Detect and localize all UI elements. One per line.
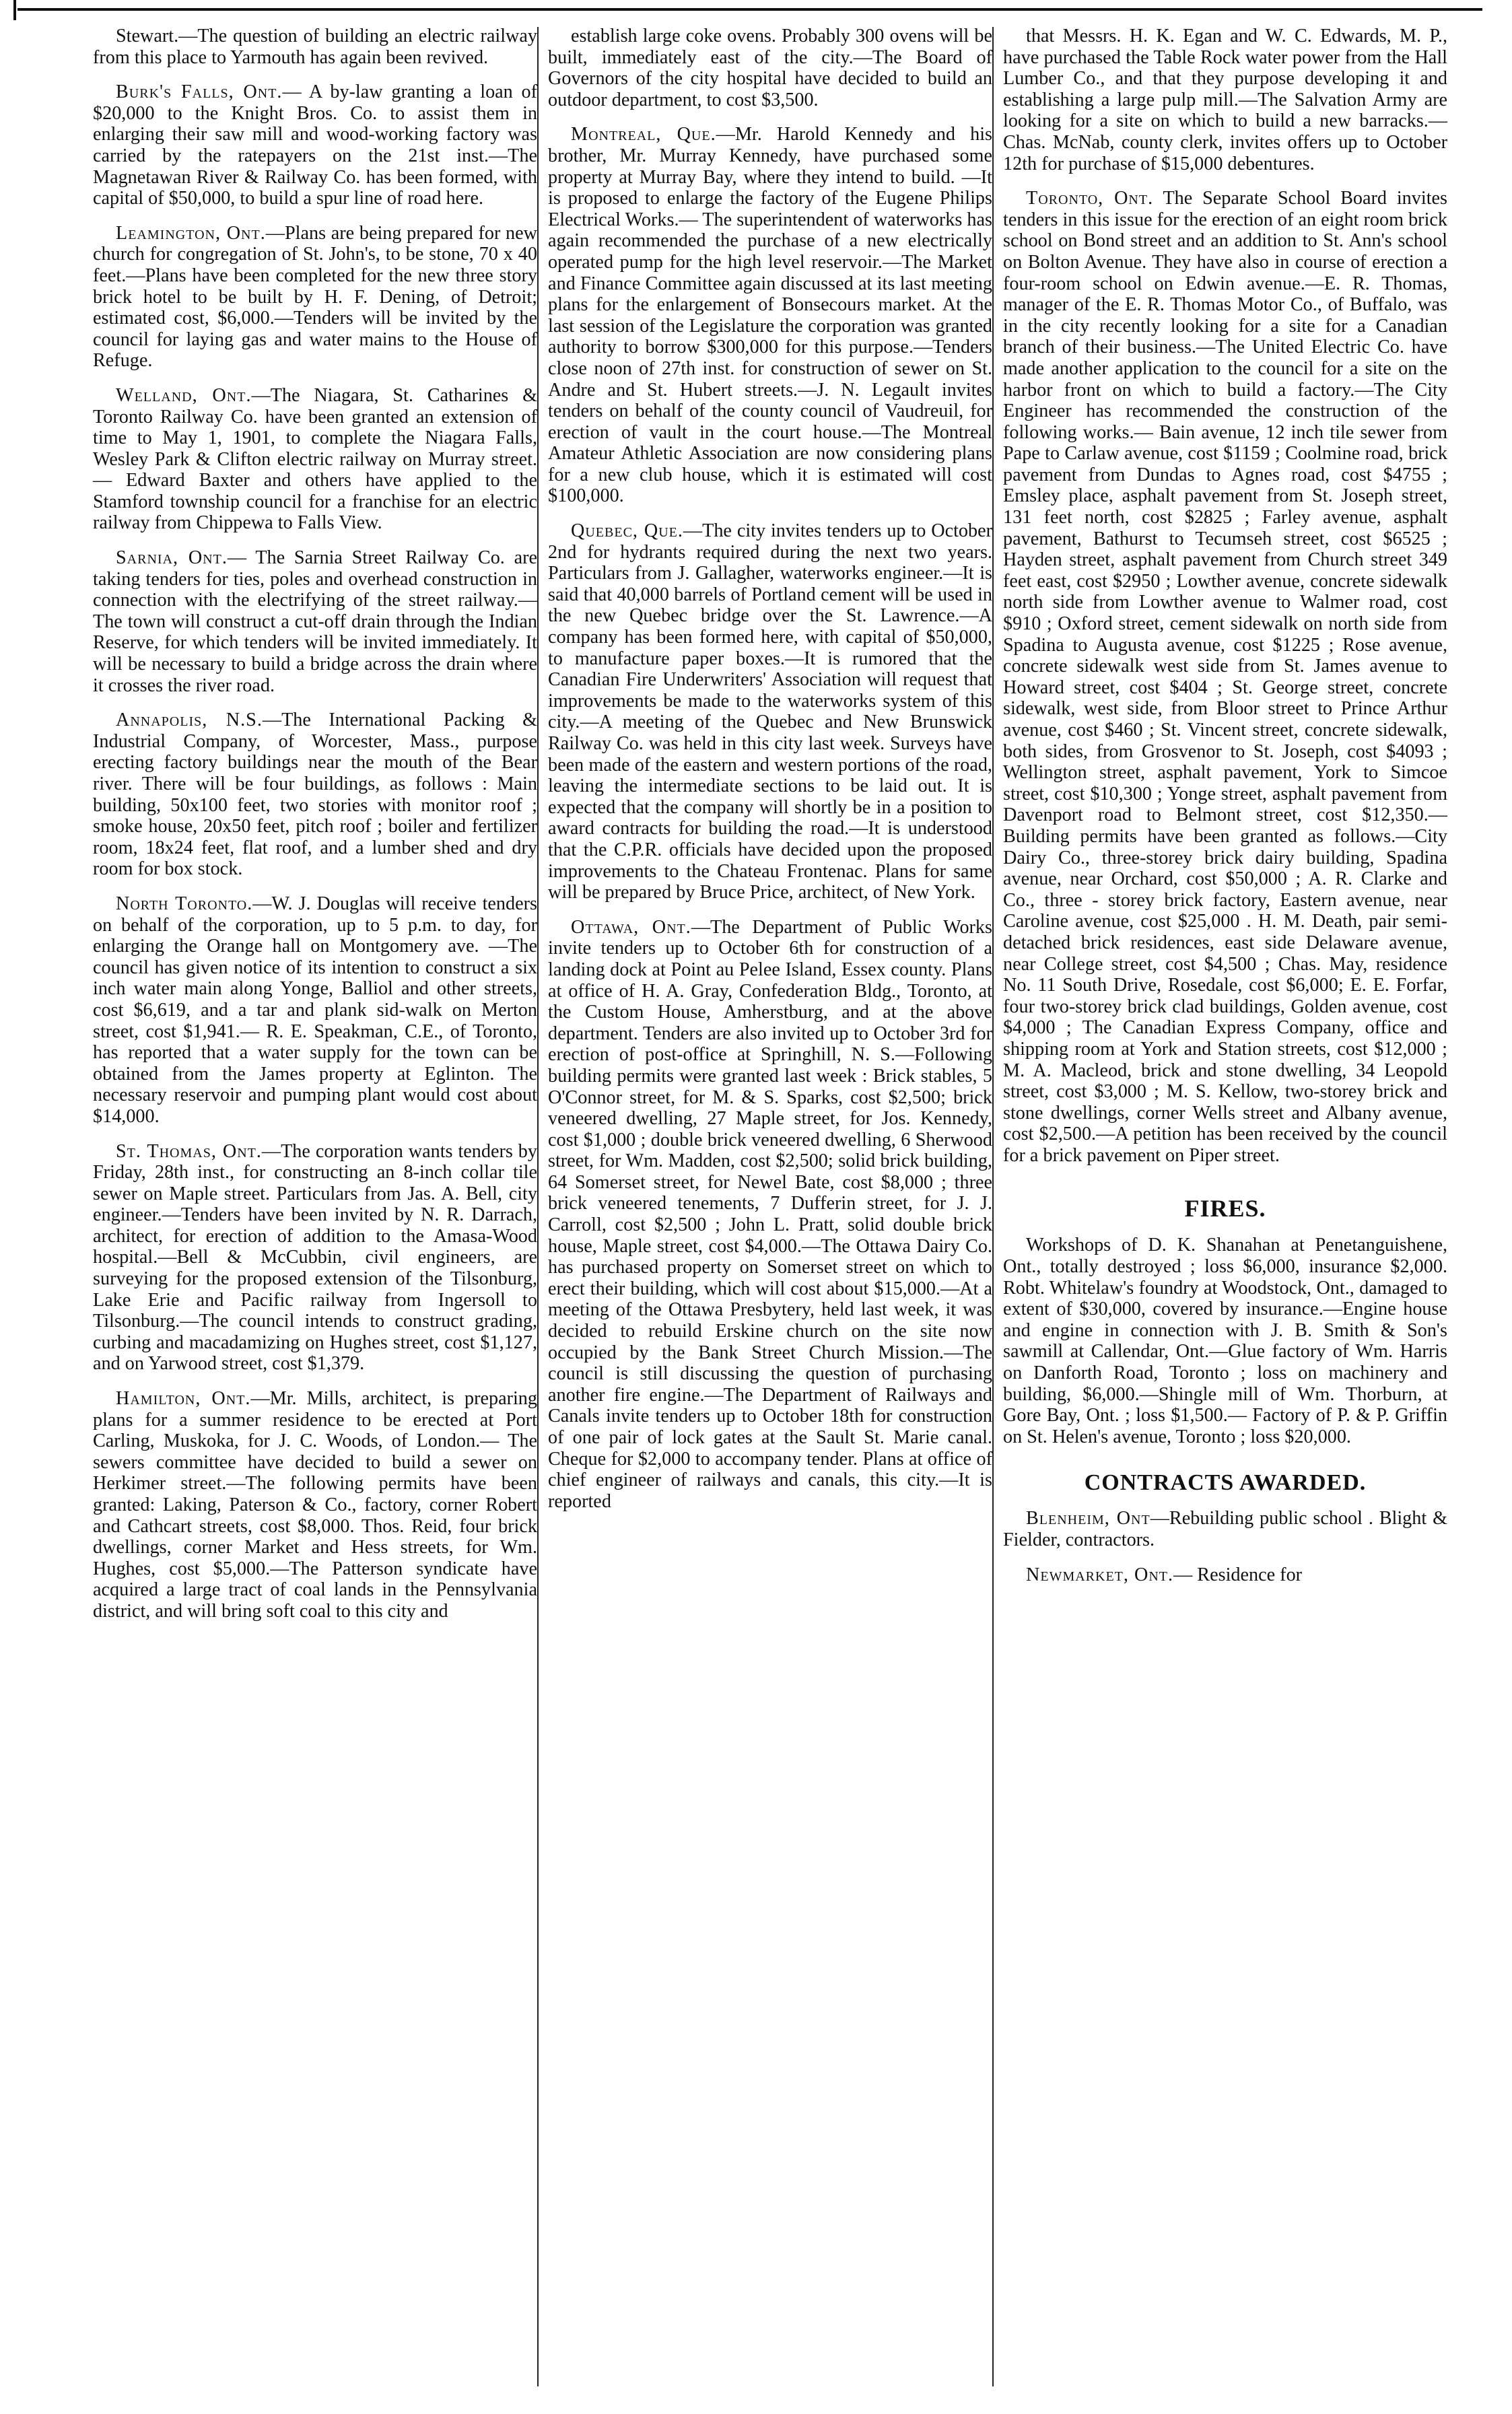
news-item: North Toronto.—W. J. Douglas will receive tenders on behalf of the corporation, up to 5 p.m. to day, for enlarging the Orange hall on Montgomery ave. —The council has given notice of its intention to construct a six inch water main along Yonge, Balliol and other streets, cost $6,619, and a tar and plank sid-walk on Merton street, cost $1,941.— R. E. Speakman, C.E., of Toronto, has reported that a water supply for the town can be obtained from the James property at Eglinton. The necessary reservoir and pumping plant would cost about $14,000. — [93, 893, 537, 1127]
news-item: Hamilton, Ont.—Mr. Mills, architect, is preparing plans for a summer residence to be erected at Port Carling, Muskoka, for J. C. Woods, of London.— The sewers committee have decided to build a sewer on Herkimer street.—The following permits have been granted: Laking, Paterson & Co., factory, corner Robert and Cathcart streets, cost $8,000. Thos. Reid, four brick dwellings, corner Market and Hess streets, for Wm. Hughes, cost $5,000.—The Patterson syndicate have acquired a large tract of coal lands in the Pennsylvania district, and will bring soft coal to this city and — [93, 1388, 537, 1622]
place-name: Burk's Falls, Ont. — [116, 81, 283, 103]
column-divider — [992, 27, 994, 2386]
place-name: Sarnia, Ont. — [116, 547, 228, 569]
place-name: St. Thomas, Ont. — [116, 1140, 262, 1162]
news-item: Welland, Ont.—The Niagara, St. Catharines & Toronto Railway Co. have been granted an extension of time to May 1, 1901, to complete the Niagara Falls, Wesley Park & Clifton electric railway on Murray street. — Edward Baxter and others have applied to the Stamford township council for a franchise for an electric railway from Chippewa to Falls View. — [93, 384, 537, 534]
place-name: North Toronto. — [116, 893, 253, 914]
place-name: Toronto, Ont. — [1026, 188, 1154, 209]
page-corner-mark — [13, 0, 16, 20]
news-item: establish large coke ovens. Probably 300 ovens will be built, immediately east of the city.—The Board of Governors of the city hospital have decided to build an outdoor department, to cost $3,500. — [548, 26, 992, 110]
column-2 — [548, 26, 992, 1525]
news-item: Ottawa, Ont.—The Department of Public Works invite tenders up to October 6th for construction of a landing dock at Point au Pelee Island, Essex county. Plans at office of H. A. Gray, Confederation Bldg., Toronto, at the Custom House, Amherstburg, and at the above department. Tenders are also invited up to October 3rd for erection of post-office at Springhill, N. S.—Following building permits were granted last week : Brick stables, 5 O'Connor street, for M. & S. Sparks, cost $2,500; brick veneered dwelling, 27 Maple street, for Jos. Kennedy, cost $1,000 ; double brick veneered dwelling, 6 Sherwood street, for Wm. Madden, cost $2,500; solid brick building, 64 Somerset street, for Newel Bate, cost $8,000 ; three brick veneered tenements, 7 Dufferin street, for J. J. Carroll, cost $2,500 ; John L. Pratt, solid double brick house, Maple street, cost $4,000.—The Ottawa Dairy Co. has purchased property on Somerset street on which to erect their building, which will cost about $15,000.—At a meeting of the Ottawa Presbytery, held last week, it was decided to rebuild Erskine church on the site now occupied by the Bank Street Church Mission.—The council is still discussing the question of purchasing another fire engine.—The Department of Railways and Canals invite tenders up to October 18th for construction of one pair of lock gates at the Sault St. Marie canal. Cheque for $2,000 to accompany tender. Plans at office of chief engineer of railways and canals, this city.—It is reported — [548, 916, 992, 1512]
news-item: Stewart.—The question of building an electric railway from this place to Yarmouth has again been revived. — [93, 26, 537, 68]
news-item: Montreal, Que.—Mr. Harold Kennedy and his brother, Mr. Murray Kennedy, have purchased some property at Murray Bay, where they intend to build. —It is proposed to enlarge the factory of the Eugene Philips Electrical Works.— The superintendent of waterworks has again recommended the purchase of a new electrically operated pump for the high level reservoir.—The Market and Finance Committee again discussed at its last meeting plans for the enlargement of Bonsecours market. At the last session of the Legislature the corporation was granted authority to borrow $300,000 for this purpose.—Tenders close noon of 27th inst. for construction of sewer on St. Andre and St. Hubert streets.—J. N. Legault invites tenders on behalf of the county council of Vaudreuil, for erection of vault in the court house.—The Montreal Amateur Athletic Association are now considering plans for a new club house, which it is estimated will cost $100,000. — [548, 124, 993, 507]
place-name: Leamington, Ont. — [116, 222, 266, 244]
section-heading-contracts: CONTRACTS AWARDED. — [1084, 1470, 1367, 1496]
place-name: Ottawa, Ont. — [571, 916, 691, 938]
fires-text: Workshops of D. K. Shanahan at Penetanguishene, Ont., totally destroyed ; loss $6,000, insurance $2,000. Robt. Whitelaw's foundry at Woodstock, Ont., damaged to extent of $30,000, covered by insurance.—Engine house and engine in connection with J. B. Smith & Son's sawmill at Callendar, Ont.—Glue factory of Wm. Harris on Danforth Road, Toronto ; loss on machinery and building, $6,000.—Shingle mill of Wm. Thorburn, at Gore Bay, Ont. ; loss $1,500.— Factory of P. & P. Griffin on St. Helen's avenue, Toronto ; loss $20,000. — [1003, 1235, 1447, 1447]
news-item: St. Thomas, Ont.—The corporation wants tenders by Friday, 28th inst., for constructing an 8-inch collar tile sewer on Maple street. Particulars from Jas. A. Bell, city engineer.—Tenders have been invited by N. R. Darrach, architect, for erection of addition to the Amasa-Wood hospital.—Bell & McCubbin, civil engineers, are surveying for the proposed extension of the Tilsonburg, Lake Erie and Pacific railway from Ingersoll to Tilsonburg.—The council intends to construct grading, curbing and macadamizing on Hughes street, cost $1,127, and on Yarwood street, cost $1,379. — [93, 1140, 537, 1375]
news-item: Toronto, Ont. The Separate School Board invites tenders in this issue for the erection of an eight room brick school on Bond street and an addition to St. Ann's school on Bolton Avenue. They have also in course of erection a four-room school on Edwin avenue.—E. R. Thomas, manager of the E. R. Thomas Motor Co., of Buffalo, was in the city recently looking for a site for a Canadian branch of their business.—The United Electric Co. have made another application to the council for a site on the harbor front on which to build a factory.—The City Engineer has recommended the construction of the following works.— Bain avenue, 12 inch tile sewer from Pape to Carlaw avenue, cost $1159 ; Coolmine road, brick pavement from Dundas to Agnes road, cost $4755 ; Emsley place, asphalt pavement from St. Joseph street, 131 feet north, cost $2825 ; Farley avenue, asphalt pavement, Bathurst to Tecumseh street, cost $6525 ; Hayden street, asphalt pavement from Church street 349 feet east, cost $2950 ; Lowther avenue, concrete sidewalk north side from Lowther avenue to Walmer road, cost $910 ; Oxford street, cement sidewalk on north side from Spadina to Augusta avenue, cost $1225 ; Rose avenue, concrete sidewalk west side from St. James avenue to Howard street, cost $404 ; St. George street, concrete sidewalk, west side, from Bloor street to Prince Arthur avenue, cost $460 ; St. Vincent street, concrete sidewalk, both sides, from Grosvenor to St. Joseph, cost $4093 ; Wellington street, asphalt pavement, York to Simcoe street, cost $10,300 ; Yonge street, asphalt pavement from Davenport road to Belmont street, cost $12,350.—Building permits have been granted as follows.—City Dairy Co., three-storey brick dairy building, Spadina avenue, near Orchard, cost $50,000 ; A. R. Clarke and Co., three - storey brick factory, Eastern avenue, near Caroline avenue, cost $25,000 . H. M. Death, pair semi-detached brick residences, east side Delaware avenue, near College street, cost $4,500 ; Chas. May, residence No. 11 South Drive, Rosedale, cost $6,000; E. E. Forfar, four two-storey brick clad buildings, Golden avenue, cost $4,000 ; The Canadian Express Company, office and shipping room at York and Station streets, cost $12,000 ; M. A. Macleod, brick and stone dwelling, 34 Leopold street, cost $3,000 ; M. S. Kellow, two-storey brick and stone dwellings, corner Wells street and Albany avenue, cost $2,500.—A petition has been received by the council for a brick pavement on Piper street. — [1003, 188, 1448, 1166]
news-item: Quebec, Que.—The city invites tenders up to October 2nd for hydrants required during the next two years. Particulars from J. Gallagher, waterworks engineer.—It is said that 40,000 barrels of Portland cement will be used in the new Quebec bridge over the St. Lawrence.—A company has been formed here, with capital of $50,000, to manufacture paper boxes.—It is rumored that the Canadian Fire Underwriters' Association will request that improvements be made to the waterworks system of this city.—A meeting of the Quebec and New Brunswick Railway Co. was held in this city last week. Surveys have been made of the eastern and western portions of the road, leaving the intermediate sections to be laid out. It is expected that the company will shortly be in a position to award contracts for building the road.—It is understood that the C.P.R. officials have decided upon the proposed improvements to the Chateau Frontenac. Plans for same will be prepared by Bruce Price, architect, of New York. — [548, 520, 992, 903]
place-name: Hamilton, Ont. — [116, 1388, 251, 1410]
news-item: that Messrs. H. K. Egan and W. C. Edwards, M. P., have purchased the Table Rock water power from the Hall Lumber Co., and that they purpose developing it and establishing a large pulp mill.—The Salvation Army are looking for a site on which to build a new barracks.—Chas. McNab, county clerk, invites offers up to October 12th for purchase of $15,000 debentures. — [1003, 26, 1447, 174]
place-name: Montreal, Que. — [571, 124, 716, 145]
top-rule — [18, 8, 1482, 11]
place-name: Welland, Ont. — [116, 384, 252, 406]
contract-item: Newmarket, Ont.— Residence for — [1026, 1564, 1303, 1585]
news-item: Sarnia, Ont.— The Sarnia Street Railway Co. are taking tenders for ties, poles and overhead construction in connection with the electrifying of the street railway.—The town will construct a cut-off drain through the Indian Reserve, for which tenders will be invited immediately. It will be necessary to build a bridge across the drain where it crosses the river road. — [93, 547, 538, 696]
place-name: Quebec, Que. — [571, 520, 683, 542]
place-name: Newmarket, Ont. — [1026, 1564, 1174, 1585]
news-item: Burk's Falls, Ont.— A by-law granting a loan of $20,000 to the Knight Bros. Co. to assist them in enlarging their saw mill and wood-working factory was carried by the ratepayers on the 21st inst.—The Magnetawan River & Railway Co. has been formed, with capital of $50,000, to build a spur line of road here. — [93, 81, 537, 209]
place-name: Blenheim, Ont — [1026, 1508, 1150, 1529]
column-3 — [1003, 26, 1447, 1599]
contract-item: Blenheim, Ont—Rebuilding public school . Blight & Fielder, contractors. — [1003, 1508, 1447, 1550]
section-heading-fires: FIRES. — [1184, 1195, 1266, 1222]
news-item: Leamington, Ont.—Plans are being prepared for new church for congregation of St. John's, to be stone, 70 x 40 feet.—Plans have been completed for the new three story brick hotel to be built by H. F. Dening, of Detroit; estimated cost, $6,000.—Tenders will be invited by the council for laying gas and water mains to the House of Refuge. — [93, 222, 537, 372]
column-1 — [93, 26, 537, 1636]
place-name: Annapolis, N.S. — [116, 710, 263, 731]
column-divider — [537, 27, 539, 2386]
news-item: Annapolis, N.S.—The International Packing & Industrial Company, of Worcester, Mass., purpose erecting factory buildings near the mouth of the Bear river. There will be four buildings, as follows : Main building, 50x100 feet, two stories with monitor roof ; smoke house, 20x50 feet, pitch roof ; boiler and fertilizer room, 18x24 feet, flat roof, and a lumber shed and dry room for box stock. — [93, 710, 537, 880]
